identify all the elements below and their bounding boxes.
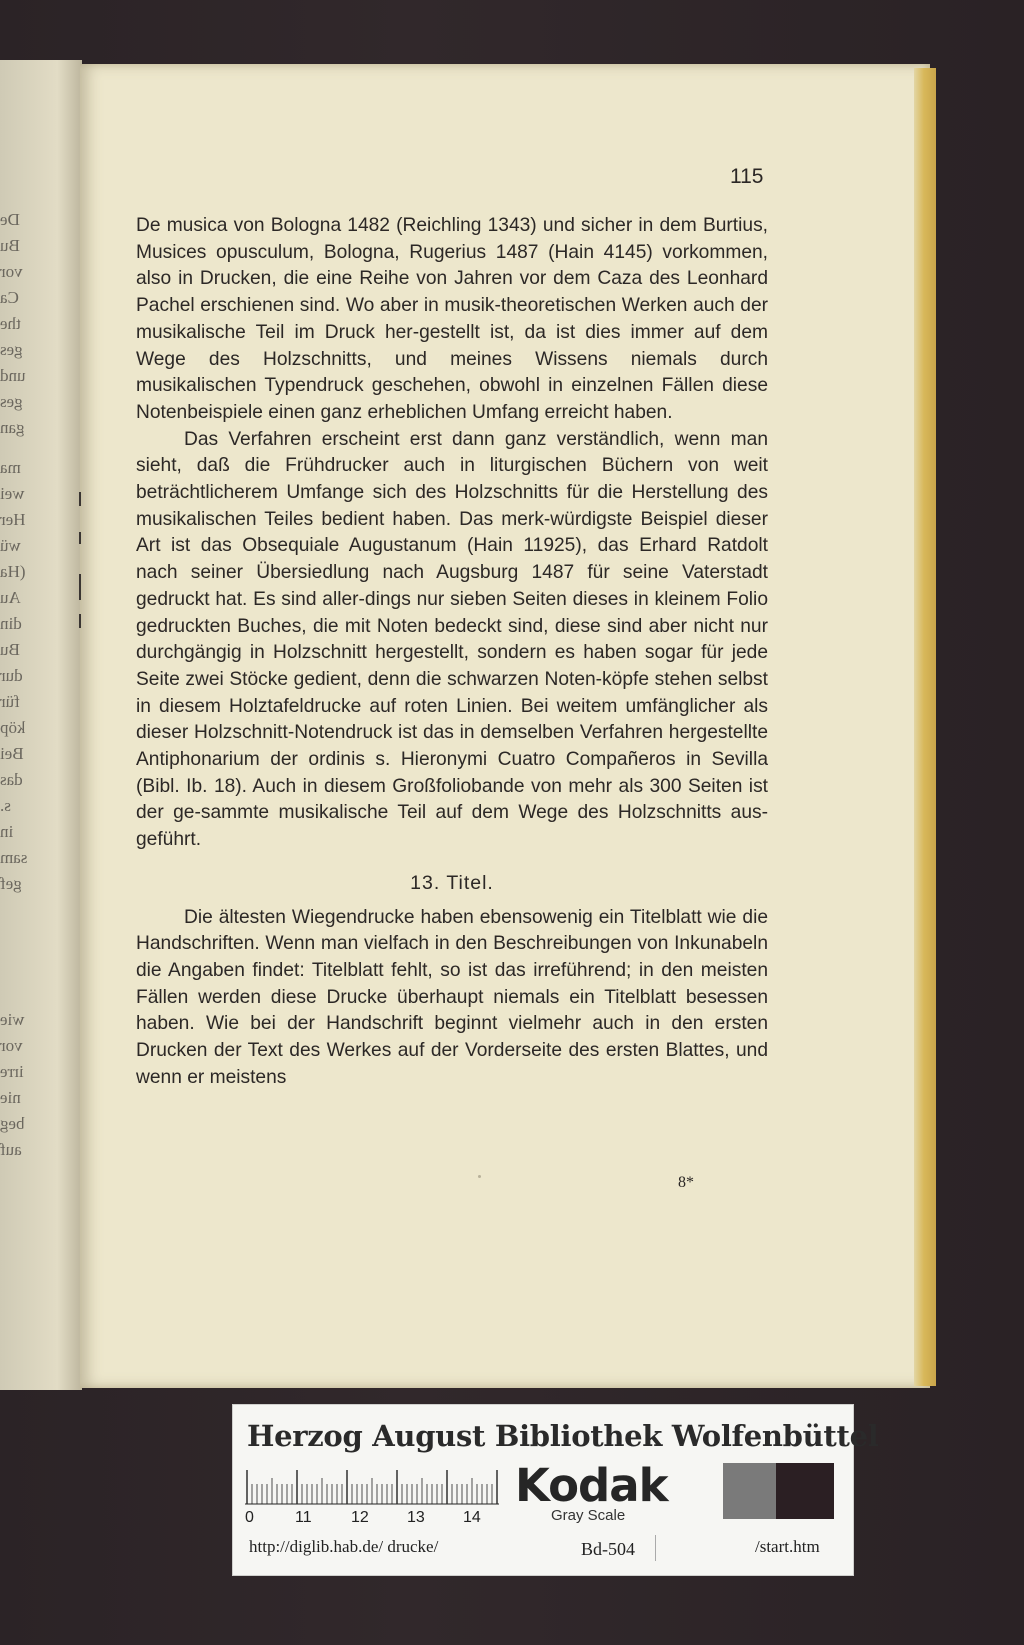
previous-page-text-fragment: in — [0, 822, 14, 841]
previous-page-text-fragment: wei — [0, 484, 25, 503]
gray-scale-label: Gray Scale — [551, 1507, 626, 1524]
previous-page-text-fragment: wü — [0, 536, 21, 555]
separator — [655, 1535, 656, 1561]
previous-page-text-fragment: gef — [0, 874, 22, 893]
previous-page-text-fragment: dur — [0, 666, 23, 685]
previous-page-text-fragment: din — [0, 614, 22, 633]
previous-page-text-fragment: Bei — [0, 744, 24, 763]
library-name: Herzog August Bibliothek Wolfenbüttel — [247, 1419, 879, 1453]
previous-page-text-fragment: köp — [0, 718, 26, 737]
previous-page-text-fragment: irre — [0, 1062, 24, 1081]
previous-page-text-fragment: für — [0, 692, 20, 711]
previous-page-text-fragment: the — [0, 314, 21, 333]
page-edge-gilt — [914, 68, 936, 1386]
previous-page-text-fragment: auf — [0, 1140, 22, 1159]
previous-page-text-fragment: Ca — [0, 288, 19, 307]
margin-marks — [79, 492, 83, 652]
ruler-label: 11 — [295, 1509, 312, 1526]
section-heading: 13. Titel. — [410, 871, 494, 894]
paragraph: Das Verfahren erscheint erst dann ganz verständlich, wenn man sieht, daß die Frühdrucker auch in liturgischen Büchern von weit beträchtlicherem Umfange sich des Holzschnitts für die Herstellung des musikalischen Teiles bedient haben. Das merk-würdigste Beispiel dieser Art ist das Obsequiale Augustanum (Hain 11925), das Erhard Ratdolt nach seiner Übersiedlung nach Augsburg 1487 für seine Vaterstadt gedruckt hat. Es sind aller-dings nur sieben Seiten dieses in kleinem Folio gedruckten Buches, die mit Noten bedeckt sind, diese sind aber nicht nur durchgängig in Holzschnitt hergestellt, sondern es haben sogar für jede Seite zwei Stöcke gedient, denn die schwarzen Noten-köpfe stehen selbst in diesem Holztafeldrucke auf roten Linien. Bei weitem umfänglicher als dieser Holzschnitt-Notendruck ist das in demselben Verfahren hergestellte Antiphonarium der ordinis s. Hieronymi Cuatro Compañeros in Sevilla (Bibl. Ib. 18). Auch in diesem Großfoliobande von mehr als 300 Seiten ist der ge-sammte musikalische Teil auf dem Wege des Holzschnitts aus-geführt. — [136, 428, 768, 851]
ruler-labels — [245, 1509, 505, 1529]
previous-page-text-fragment: das — [0, 770, 23, 789]
previous-page-text-fragment: beg — [0, 1114, 25, 1133]
previous-page-text-fragment: Bu — [0, 236, 20, 255]
previous-page-edge — [0, 60, 82, 1390]
previous-page-text-fragment: wie — [0, 1010, 25, 1029]
previous-page-text-fragment: Her — [0, 510, 26, 529]
previous-page-text-fragment: Bu — [0, 640, 20, 659]
previous-page-text-fragment: ges — [0, 340, 23, 359]
gray-swatch-mid — [723, 1463, 776, 1519]
paragraph: De musica von Bologna 1482 (Reichling 1343) und sicher in dem Burtius, Musices opusculum, Bologna, Rugerius 1487 (Hain 4145) vorkommen, also in Drucken, die eine Reihe von Jahren vor dem Caza des Leonhard Pachel erschienen sind. Wo aber in musik-theoretischen Werken auch der musikalische Teil im Druck her-gestellt ist, da ist dies immer auf dem Wege des Holzschnitts, und meines Wissens niemals durch musikalischen Typendruck geschehen, obwohl in einzelnen Fällen diese Notenbeispiele einen ganz erheblichen Umfang erreicht haben. — [136, 215, 768, 423]
previous-page-text-fragment: s. — [0, 796, 11, 815]
previous-page-text-fragment: vor — [0, 1036, 23, 1055]
previous-page-text-fragment: und — [0, 366, 26, 385]
signature-mark: 8* — [678, 1174, 694, 1191]
color-target-card — [232, 1404, 879, 1576]
url-right: /start.htm — [755, 1537, 820, 1556]
previous-page-text-fragment: De — [0, 210, 20, 229]
body-text — [136, 213, 768, 1092]
paper-speck — [478, 1175, 481, 1178]
page-number: 115 — [730, 165, 764, 188]
ruler-scale — [245, 1467, 499, 1505]
previous-page-text-fragment: sam — [0, 848, 28, 867]
url-left: http://diglib.hab.de/ drucke/ — [249, 1537, 439, 1556]
previous-page-text-fragment: ma — [0, 458, 21, 477]
ruler-label: 0 — [245, 1509, 254, 1526]
previous-page-text-fragment: vor — [0, 262, 23, 281]
kodak-logo: Kodak — [515, 1459, 668, 1512]
previous-page-text-fragment: ges — [0, 392, 23, 411]
ruler-label: 12 — [351, 1509, 369, 1526]
paragraph: Die ältesten Wiegendrucke haben ebensowenig ein Titelblatt wie die Handschriften. Wenn man vielfach in den Beschreibungen von Inkunabeln die Angaben findet: Titelblatt fehlt, so ist das irreführend; in den meisten Fällen werden diese Drucke überhaupt niemals ein Titelblatt besessen haben. Wie bei der Handschrift beginnt vielmehr auch in den ersten Drucken der Text des Werkes auf der Vorderseite des ersten Blattes, und wenn er meistens — [136, 906, 768, 1088]
ruler-label: 14 — [463, 1509, 481, 1526]
previous-page-text-fragment: gan — [0, 418, 25, 437]
previous-page-text-fragment: (Ha — [0, 562, 26, 581]
previous-page-text-fragment: Au — [0, 588, 21, 607]
shelfmark: Bd-504 — [581, 1539, 635, 1559]
gray-swatch-dark — [776, 1463, 834, 1519]
previous-page-text-fragment: nie — [0, 1088, 21, 1107]
ruler-label: 13 — [407, 1509, 425, 1526]
